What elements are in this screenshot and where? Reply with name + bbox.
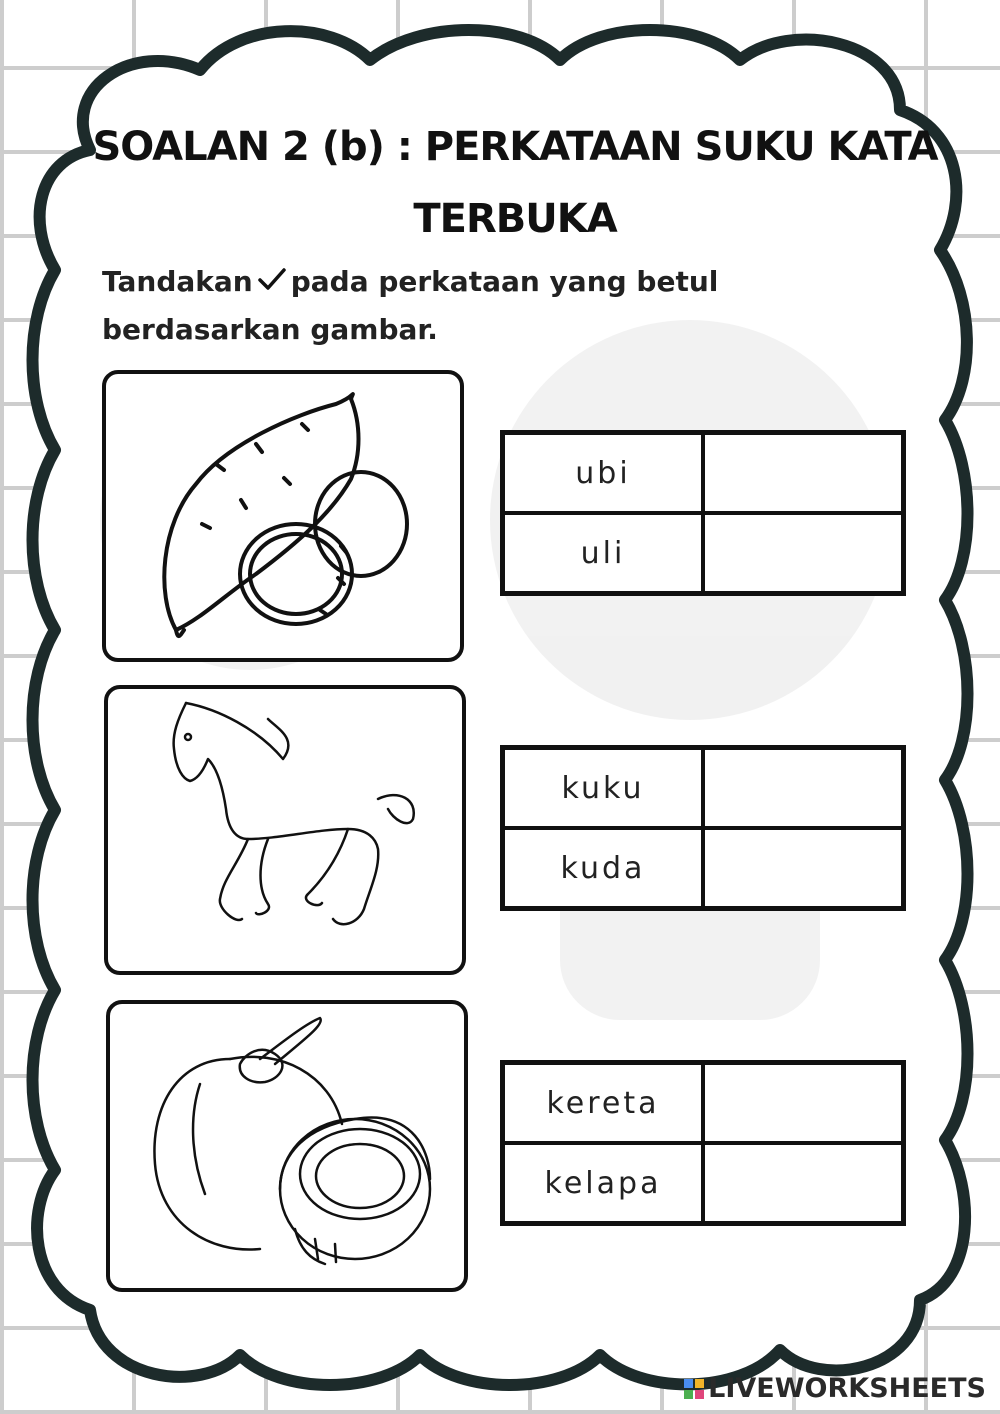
instruction-text [102, 258, 802, 354]
tick-box[interactable] [703, 1143, 904, 1224]
answer-row [503, 1063, 904, 1144]
sweet-potato-icon [106, 374, 460, 658]
answer-table-2 [500, 745, 906, 911]
answer-table-1 [500, 430, 906, 596]
checkmark-icon [257, 258, 287, 306]
answer-row [503, 748, 904, 829]
answer-row [503, 1143, 904, 1224]
worksheet-title-line1: SOALAN 2 (b) : PERKATAAN SUKU KATA [92, 124, 938, 170]
tick-box[interactable] [703, 828, 904, 909]
brand-name: LIVEWORKSHEETS [708, 1373, 986, 1404]
answer-table-3 [500, 1060, 906, 1226]
coconut-icon [110, 1004, 464, 1288]
tick-box[interactable] [703, 433, 904, 514]
option-word: kuku [503, 748, 704, 829]
liveworksheets-logo-icon [684, 1379, 704, 1399]
horse-icon [108, 689, 462, 971]
option-word: uli [503, 513, 704, 594]
liveworksheets-brand [684, 1373, 986, 1404]
answer-row [503, 513, 904, 594]
option-word: kereta [503, 1063, 704, 1144]
picture-box-1 [102, 370, 464, 662]
option-word: ubi [503, 433, 704, 514]
answer-row [503, 433, 904, 514]
tick-box[interactable] [703, 748, 904, 829]
option-word: kelapa [503, 1143, 704, 1224]
picture-box-2 [104, 685, 466, 975]
worksheet-title-line2: TERBUKA [413, 196, 617, 242]
option-word: kuda [503, 828, 704, 909]
instruction-line2: berdasarkan gambar. [102, 313, 438, 346]
tick-box[interactable] [703, 1063, 904, 1144]
picture-box-3 [106, 1000, 468, 1292]
answer-row [503, 828, 904, 909]
tick-box[interactable] [703, 513, 904, 594]
instruction-before: Tandakan [102, 265, 253, 298]
instruction-after: pada perkataan yang betul [290, 265, 719, 298]
